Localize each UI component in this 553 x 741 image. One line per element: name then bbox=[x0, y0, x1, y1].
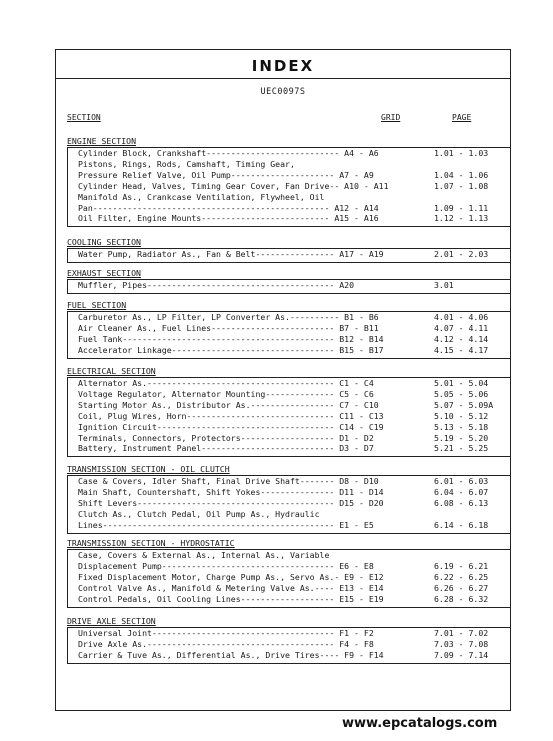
row-page-range: 7.09 - 7.14 bbox=[434, 649, 489, 660]
row-description: Pan------------------------------------------------ A12 - A14 bbox=[78, 202, 379, 213]
row-page-range: 5.01 - 5.04 bbox=[434, 378, 489, 388]
index-row bbox=[56, 583, 510, 594]
index-row bbox=[56, 181, 510, 192]
row-page-range: 1.12 - 1.13 bbox=[434, 213, 489, 224]
index-row bbox=[56, 378, 510, 389]
row-description: Accelerator Linkage--------------------------------- B15 - B17 bbox=[78, 344, 384, 355]
row-page-range: 6.19 - 6.21 bbox=[434, 560, 489, 571]
row-description: Carrier & Tuve As., Differential As., Drive Tires---- F9 - F14 bbox=[78, 649, 384, 660]
row-description: Water Pump, Radiator As., Fan & Belt---------------- A17 - A19 bbox=[78, 249, 384, 259]
row-description: Displacement Pump----------------------------------- E6 - E8 bbox=[78, 560, 374, 571]
row-page-range: 7.03 - 7.08 bbox=[434, 638, 489, 649]
document-code: UEC0097S bbox=[260, 87, 306, 97]
row-description: Alternator As.-------------------------------------- C1 - C4 bbox=[78, 378, 374, 388]
row-description: Fixed Displacement Motor, Charge Pump As., Servo As.- E9 - E12 bbox=[78, 571, 384, 582]
row-description: Fuel Tank------------------------------------------- B12 - B14 bbox=[78, 333, 384, 344]
row-page-range: 6.26 - 6.27 bbox=[434, 582, 489, 593]
section-title: TRANSMISSION SECTION - OIL CLUTCH bbox=[67, 464, 230, 474]
index-row bbox=[56, 389, 510, 400]
index-row bbox=[56, 249, 510, 260]
row-page-range: 6.08 - 6.13 bbox=[434, 497, 489, 508]
row-description: Cylinder Head, Valves, Timing Gear Cover, Fan Drive-- A10 - A11 bbox=[78, 180, 389, 191]
watermark: www.epcatalogs.com bbox=[342, 716, 498, 731]
column-header-page: PAGE bbox=[452, 113, 472, 122]
row-page-range: 4.07 - 4.11 bbox=[434, 322, 489, 333]
index-frame bbox=[55, 49, 511, 711]
row-page-range: 1.09 - 1.11 bbox=[434, 202, 489, 213]
index-row bbox=[56, 476, 510, 487]
row-page-range: 5.21 - 5.25 bbox=[434, 443, 489, 454]
row-description: Lines----------------------------------------------- E1 - E5 bbox=[78, 519, 374, 530]
row-description: Control Valve As., Manifold & Metering Valve As.---- E13 - E14 bbox=[78, 582, 384, 593]
index-row bbox=[56, 561, 510, 572]
title-divider bbox=[56, 78, 510, 79]
row-description: Manifold As., Crankcase Ventilation, Flywheel, Oil bbox=[78, 191, 325, 202]
index-row bbox=[56, 213, 510, 224]
column-header-grid: GRID bbox=[381, 113, 401, 122]
index-row bbox=[56, 550, 510, 561]
row-description: Main Shaft, Countershaft, Shift Yokes--------------- D11 - D14 bbox=[78, 486, 384, 497]
row-description: Oil Filter, Engine Mounts-------------------------- A15 - A16 bbox=[78, 213, 379, 224]
page-title: INDEX bbox=[251, 57, 315, 75]
section-title: DRIVE AXLE SECTION bbox=[67, 616, 156, 626]
index-row bbox=[56, 487, 510, 498]
row-description: Coil, Plug Wires, Horn------------------------------ C11 - C13 bbox=[78, 410, 384, 421]
row-description: Battery, Instrument Panel--------------------------- D3 - D7 bbox=[78, 443, 374, 454]
row-description: Case & Covers, Idler Shaft, Final Drive Shaft------- D8 - D10 bbox=[78, 476, 379, 486]
index-row bbox=[56, 312, 510, 323]
row-page-range: 3.01 bbox=[434, 280, 454, 290]
section-title: TRANSMISSION SECTION - HYDROSTATIC bbox=[67, 538, 235, 548]
section-title: ELECTRICAL SECTION bbox=[67, 366, 156, 376]
row-page-range: 5.13 - 5.18 bbox=[434, 421, 489, 432]
row-page-range: 1.01 - 1.03 bbox=[434, 148, 489, 158]
index-row bbox=[56, 520, 510, 531]
index-row bbox=[56, 170, 510, 181]
row-page-range: 6.01 - 6.03 bbox=[434, 476, 489, 486]
row-description: Drive Axle As.-------------------------------------- F4 - F8 bbox=[78, 638, 374, 649]
index-row bbox=[56, 433, 510, 444]
row-page-range: 7.01 - 7.02 bbox=[434, 628, 489, 638]
row-page-range: 6.22 - 6.25 bbox=[434, 571, 489, 582]
index-row bbox=[56, 323, 510, 334]
index-row bbox=[56, 443, 510, 454]
row-description: Voltage Regulator, Alternator Mounting-------------- C5 - C6 bbox=[78, 388, 374, 399]
row-description: Carburetor As., LP Filter, LP Converter As.---------- B1 - B6 bbox=[78, 312, 379, 322]
index-row bbox=[56, 345, 510, 356]
index-row bbox=[56, 498, 510, 509]
section-title: FUEL SECTION bbox=[67, 300, 127, 310]
index-row bbox=[56, 334, 510, 345]
index-row bbox=[56, 639, 510, 650]
index-row bbox=[56, 422, 510, 433]
index-row bbox=[56, 148, 510, 159]
row-description: Control Pedals, Oil Cooling Lines------------------- E15 - E19 bbox=[78, 593, 384, 604]
row-description: Muffler, Pipes-------------------------------------- A20 bbox=[78, 280, 355, 290]
row-description: Cylinder Block, Crankshaft--------------------------- A4 - A6 bbox=[78, 148, 379, 158]
index-row bbox=[56, 400, 510, 411]
row-description: Shift Levers---------------------------------------- D15 - D20 bbox=[78, 497, 384, 508]
row-description: Clutch As., Clutch Pedal, Oil Pump As., Hydraulic bbox=[78, 508, 320, 519]
row-description: Ignition Circuit------------------------------------ C14 - C19 bbox=[78, 421, 384, 432]
index-row bbox=[56, 650, 510, 661]
index-row bbox=[56, 280, 510, 291]
row-page-range: 2.01 - 2.03 bbox=[434, 249, 489, 259]
index-row bbox=[56, 572, 510, 583]
index-row bbox=[56, 509, 510, 520]
section-title: COOLING SECTION bbox=[67, 237, 141, 247]
index-row bbox=[56, 192, 510, 203]
row-description: Pistons, Rings, Rods, Camshaft, Timing Gear, bbox=[78, 158, 295, 169]
index-row bbox=[56, 159, 510, 170]
row-page-range: 1.07 - 1.08 bbox=[434, 180, 489, 191]
row-page-range: 5.19 - 5.20 bbox=[434, 432, 489, 443]
row-description: Terminals, Connectors, Protectors------------------- D1 - D2 bbox=[78, 432, 374, 443]
column-header-section: SECTION bbox=[67, 113, 101, 122]
row-page-range: 6.04 - 6.07 bbox=[434, 486, 489, 497]
index-row bbox=[56, 411, 510, 422]
row-page-range: 6.28 - 6.32 bbox=[434, 593, 489, 604]
index-row bbox=[56, 203, 510, 214]
section-title: EXHAUST SECTION bbox=[67, 268, 141, 278]
section-title: ENGINE SECTION bbox=[67, 136, 137, 146]
row-description: Starting Motor As., Distributor As.----------------- C7 - C10 bbox=[78, 399, 379, 410]
row-page-range: 5.07 - 5.09A bbox=[434, 399, 494, 410]
row-page-range: 6.14 - 6.18 bbox=[434, 519, 489, 530]
row-description: Air Cleaner As., Fuel Lines------------------------- B7 - B11 bbox=[78, 322, 379, 333]
row-page-range: 4.15 - 4.17 bbox=[434, 344, 489, 355]
row-page-range: 5.10 - 5.12 bbox=[434, 410, 489, 421]
index-row bbox=[56, 628, 510, 639]
row-page-range: 4.01 - 4.06 bbox=[434, 312, 489, 322]
row-page-range: 4.12 - 4.14 bbox=[434, 333, 489, 344]
row-description: Case, Covers & External As., Internal As., Variable bbox=[78, 550, 330, 560]
row-description: Pressure Relief Valve, Oil Pump--------------------- A7 - A9 bbox=[78, 169, 374, 180]
row-description: Universal Joint------------------------------------- F1 - F2 bbox=[78, 628, 374, 638]
index-row bbox=[56, 594, 510, 605]
row-page-range: 1.04 - 1.06 bbox=[434, 169, 489, 180]
row-page-range: 5.05 - 5.06 bbox=[434, 388, 489, 399]
